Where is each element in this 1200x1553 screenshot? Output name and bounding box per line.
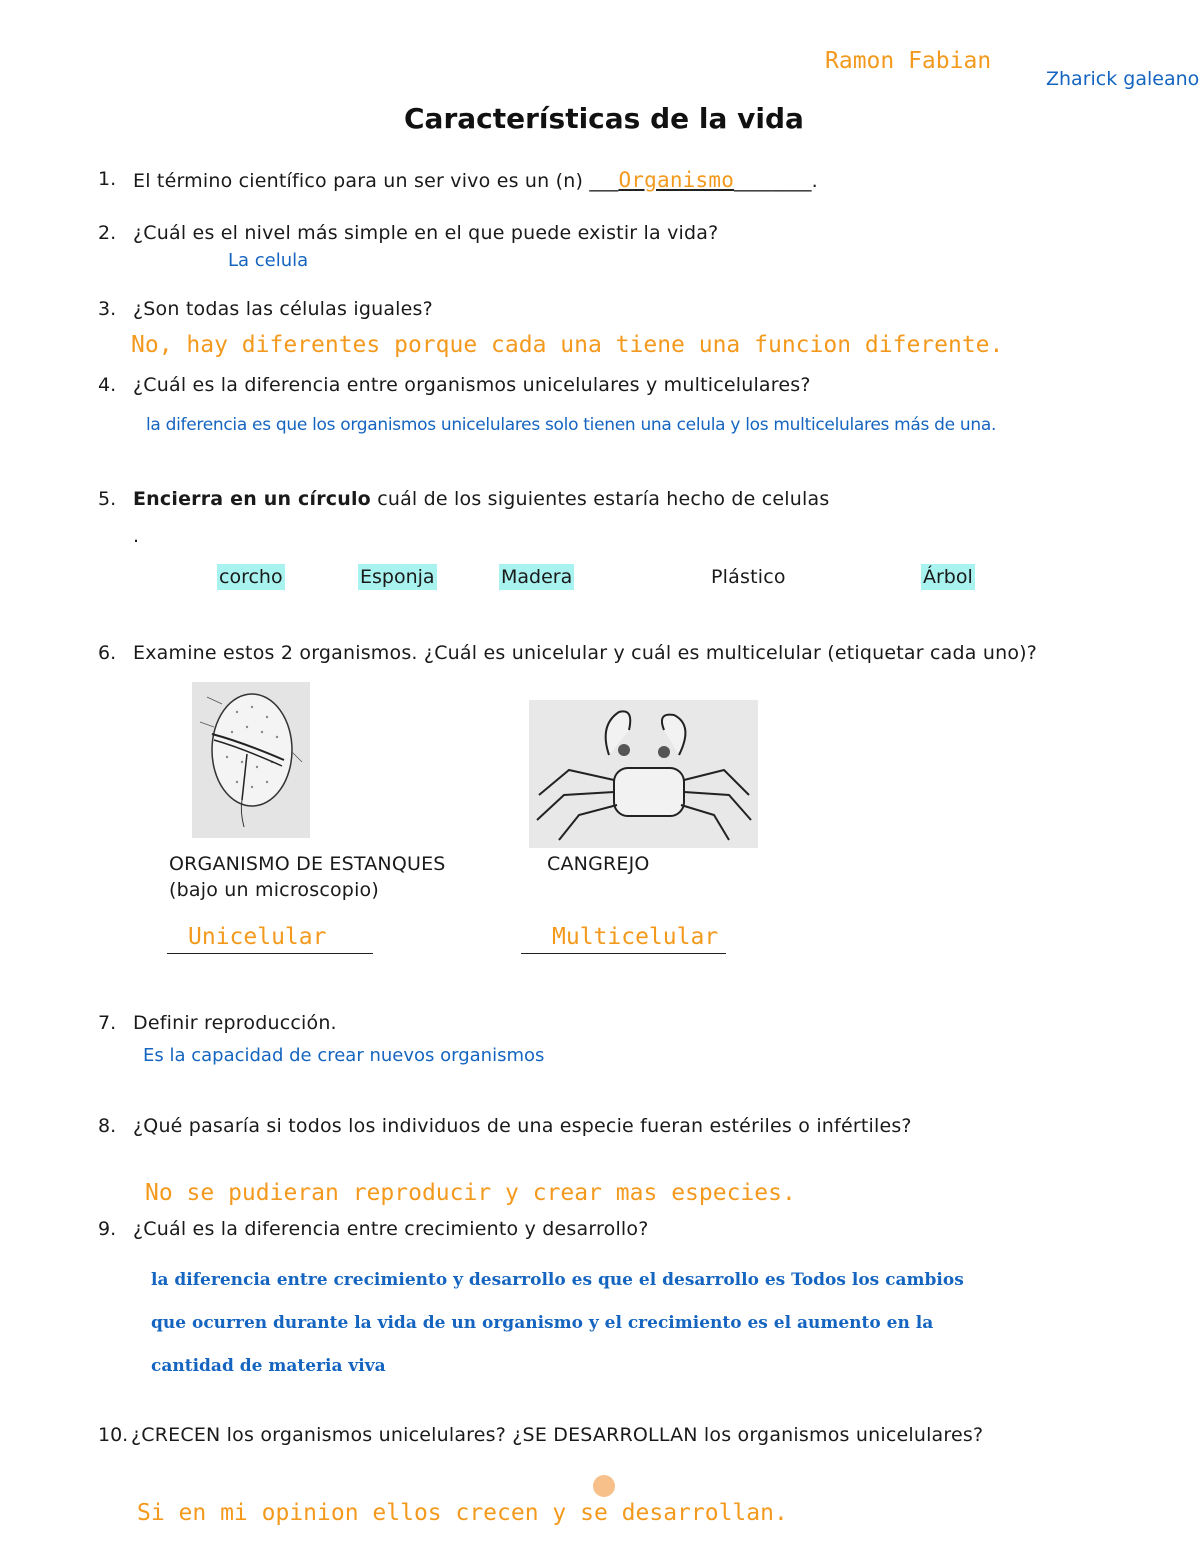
question-9-answer-line-3: cantidad de materia viva bbox=[151, 1356, 386, 1376]
organism-2-caption: CANGREJO bbox=[547, 853, 650, 875]
organism-2-answer-line bbox=[521, 953, 726, 954]
question-7-number: 7. bbox=[98, 1012, 117, 1034]
question-10-answer: Si en mi opinion ellos crecen y se desarrollan. bbox=[137, 1500, 788, 1526]
crab-image bbox=[529, 700, 758, 848]
organism-2-answer: Multicelular bbox=[552, 924, 719, 950]
orange-dot-marker bbox=[593, 1475, 615, 1497]
organism-1-caption-1: ORGANISMO DE ESTANQUES bbox=[169, 853, 446, 875]
option-madera[interactable]: Madera bbox=[501, 566, 573, 588]
question-2-text: ¿Cuál es el nivel más simple en el que puede existir la vida? bbox=[133, 222, 719, 244]
option-esponja[interactable]: Esponja bbox=[360, 566, 435, 588]
question-9-answer-line-1: la diferencia entre crecimiento y desarrollo es que el desarrollo es Todos los cambios bbox=[151, 1270, 964, 1290]
question-5-number: 5. bbox=[98, 488, 117, 510]
question-1 bbox=[133, 168, 818, 192]
question-5-bold-text: Encierra en un círculo bbox=[133, 488, 371, 510]
question-3-number: 3. bbox=[98, 298, 117, 320]
option-arbol[interactable]: Árbol bbox=[923, 566, 973, 588]
question-5-dot: . bbox=[133, 525, 140, 547]
question-4-text: ¿Cuál es la diferencia entre organismos unicelulares y multicelulares? bbox=[133, 374, 811, 396]
author-name-1: Ramon Fabian bbox=[825, 48, 992, 74]
organism-1-answer: Unicelular bbox=[188, 924, 327, 950]
option-corcho[interactable]: corcho bbox=[219, 566, 283, 588]
option-plastico[interactable]: Plástico bbox=[711, 566, 786, 588]
organism-1-answer-line bbox=[167, 953, 373, 954]
pond-organism-image bbox=[192, 682, 310, 838]
question-1-blank-prefix: ___ bbox=[589, 170, 619, 192]
question-9-text: ¿Cuál es la diferencia entre crecimiento y desarrollo? bbox=[133, 1218, 649, 1240]
question-8-answer: No se pudieran reproducir y crear mas especies. bbox=[145, 1180, 796, 1206]
question-7-text: Definir reproducción. bbox=[133, 1012, 337, 1034]
question-8-number: 8. bbox=[98, 1115, 117, 1137]
question-10-text: ¿CRECEN los organismos unicelulares? ¿SE DESARROLLAN los organismos unicelulares? bbox=[131, 1424, 984, 1446]
question-2-answer: La celula bbox=[228, 250, 309, 271]
author-name-2: Zharick galeano bbox=[1046, 68, 1200, 90]
question-5-text: cuál de los siguientes estaría hecho de celulas bbox=[370, 488, 830, 510]
page-title: Características de la vida bbox=[404, 102, 804, 135]
question-4-answer: la diferencia es que los organismos unicelulares solo tienen una celula y los multicelulares más de una. bbox=[146, 415, 997, 435]
question-1-number: 1. bbox=[98, 168, 117, 190]
organism-1-caption-2: (bajo un microscopio) bbox=[169, 879, 379, 901]
question-10-number: 10. bbox=[98, 1424, 129, 1446]
question-3-text: ¿Son todas las células iguales? bbox=[133, 298, 433, 320]
question-4-number: 4. bbox=[98, 374, 117, 396]
question-2-number: 2. bbox=[98, 222, 117, 244]
question-6-number: 6. bbox=[98, 642, 117, 664]
question-5 bbox=[133, 488, 829, 510]
question-1-blank-suffix: ________. bbox=[734, 170, 818, 192]
question-9-answer-line-2: que ocurren durante la vida de un organismo y el crecimiento es el aumento en la bbox=[151, 1313, 934, 1333]
question-8-text: ¿Qué pasaría si todos los individuos de una especie fueran estériles o infértiles? bbox=[133, 1115, 912, 1137]
question-3-answer: No, hay diferentes porque cada una tiene una funcion diferente. bbox=[131, 332, 1004, 358]
question-9-number: 9. bbox=[98, 1218, 117, 1240]
question-1-text: El término científico para un ser vivo es un (n) bbox=[133, 170, 590, 192]
question-6-text: Examine estos 2 organismos. ¿Cuál es unicelular y cuál es multicelular (etiquetar cada uno)? bbox=[133, 642, 1038, 664]
question-1-answer: Organismo bbox=[618, 168, 735, 192]
question-7-answer: Es la capacidad de crear nuevos organismos bbox=[143, 1045, 545, 1066]
